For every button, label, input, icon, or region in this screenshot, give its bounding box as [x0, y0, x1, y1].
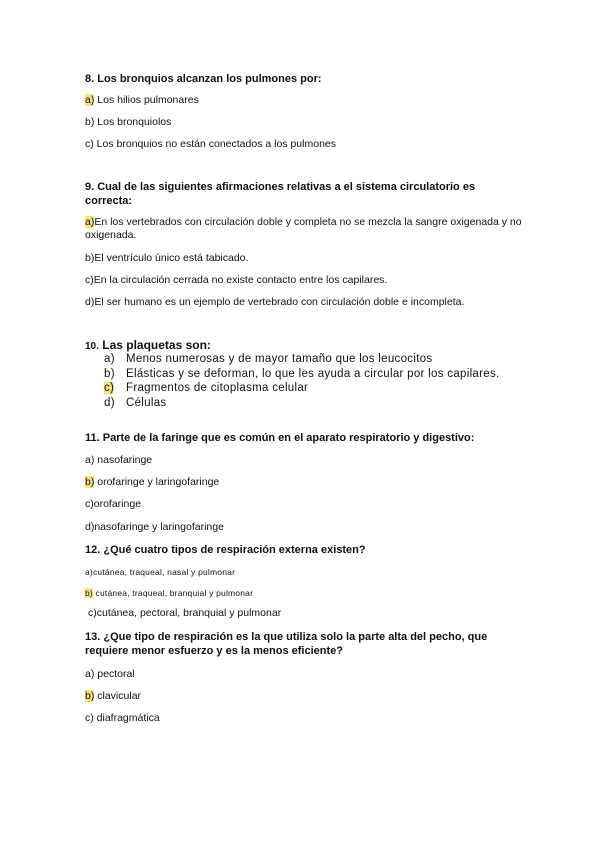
question-9-title: 9. Cual de las siguientes afirmaciones relativas a el sistema circulatorio es correcta: — [85, 181, 476, 207]
question-13-title: 13. ¿Que tipo de respiración es la que utiliza solo la parte alta del pecho, que requiere menor esfuerzo y es la menos eficiente? — [85, 631, 488, 657]
q10-options-list — [104, 352, 500, 410]
answer-highlight: a) — [85, 216, 95, 228]
q12-option-b[interactable]: b) cutánea, traqueal, branquial y pulmonar — [85, 588, 254, 598]
answer-highlight: b) — [85, 588, 93, 598]
q10-option-b[interactable]: b) Elásticas y se deforman, lo que les ayuda a circular por los capilares. — [104, 367, 500, 380]
q9-option-c[interactable]: c)En la circulación cerrada no existe contacto entre los capilares. — [85, 274, 388, 286]
answer-highlight: c) — [104, 382, 115, 394]
question-8-title: 8. Los bronquios alcanzan los pulmones por: — [85, 73, 322, 85]
question-11-title: 11. Parte de la faringe que es común en el aparato respiratorio y digestivo: — [85, 432, 475, 444]
q13-option-b[interactable]: b) clavicular — [85, 690, 142, 702]
q8-option-a[interactable]: a) Los hilios pulmonares — [85, 94, 199, 106]
q9-option-b[interactable]: b)El ventrículo único está tabicado. — [85, 252, 249, 264]
q10-option-c[interactable]: c) Fragmentos de citoplasma celular — [104, 382, 309, 394]
answer-highlight: a) — [85, 94, 95, 106]
q9-option-d[interactable]: d)El ser humano es un ejemplo de vertebrado con circulación doble e incompleta. — [85, 296, 465, 308]
q8-option-b[interactable]: b) Los bronquiolos — [85, 116, 172, 128]
q11-option-c[interactable]: c)orofaringe — [85, 498, 142, 510]
q9-option-a[interactable]: a)En los vertebrados con circulación doble y completa no se mezcla la sangre oxigenada y no oxigenada. — [85, 216, 522, 241]
answer-highlight: b) — [85, 476, 95, 488]
q13-option-a[interactable]: a) pectoral — [85, 668, 135, 680]
q13-option-c[interactable]: c) diafragmática — [85, 712, 160, 724]
q8-option-c[interactable]: c) Los bronquios no están conectados a los pulmones — [85, 138, 336, 150]
q12-option-c[interactable]: c)cutánea, pectoral, branquial y pulmonar — [88, 607, 282, 619]
q10-option-d[interactable]: d) Células — [104, 396, 167, 409]
question-10-title: 10. Las plaquetas son: — [85, 338, 211, 352]
q11-option-d[interactable]: d)nasofaringe y laringofaringe — [85, 521, 224, 533]
q12-option-a[interactable]: a)cutánea, traqueal, nasal y pulmonar — [85, 567, 236, 577]
answer-highlight: b) — [85, 690, 95, 702]
q10-option-a[interactable]: a) Menos numerosas y de mayor tamaño que los leucocitos — [104, 353, 433, 365]
question-12-title: 12. ¿Qué cuatro tipos de respiración externa existen? — [85, 544, 366, 556]
q11-option-b[interactable]: b) orofaringe y laringofaringe — [85, 476, 220, 488]
q11-option-a[interactable]: a) nasofaringe — [85, 454, 153, 466]
